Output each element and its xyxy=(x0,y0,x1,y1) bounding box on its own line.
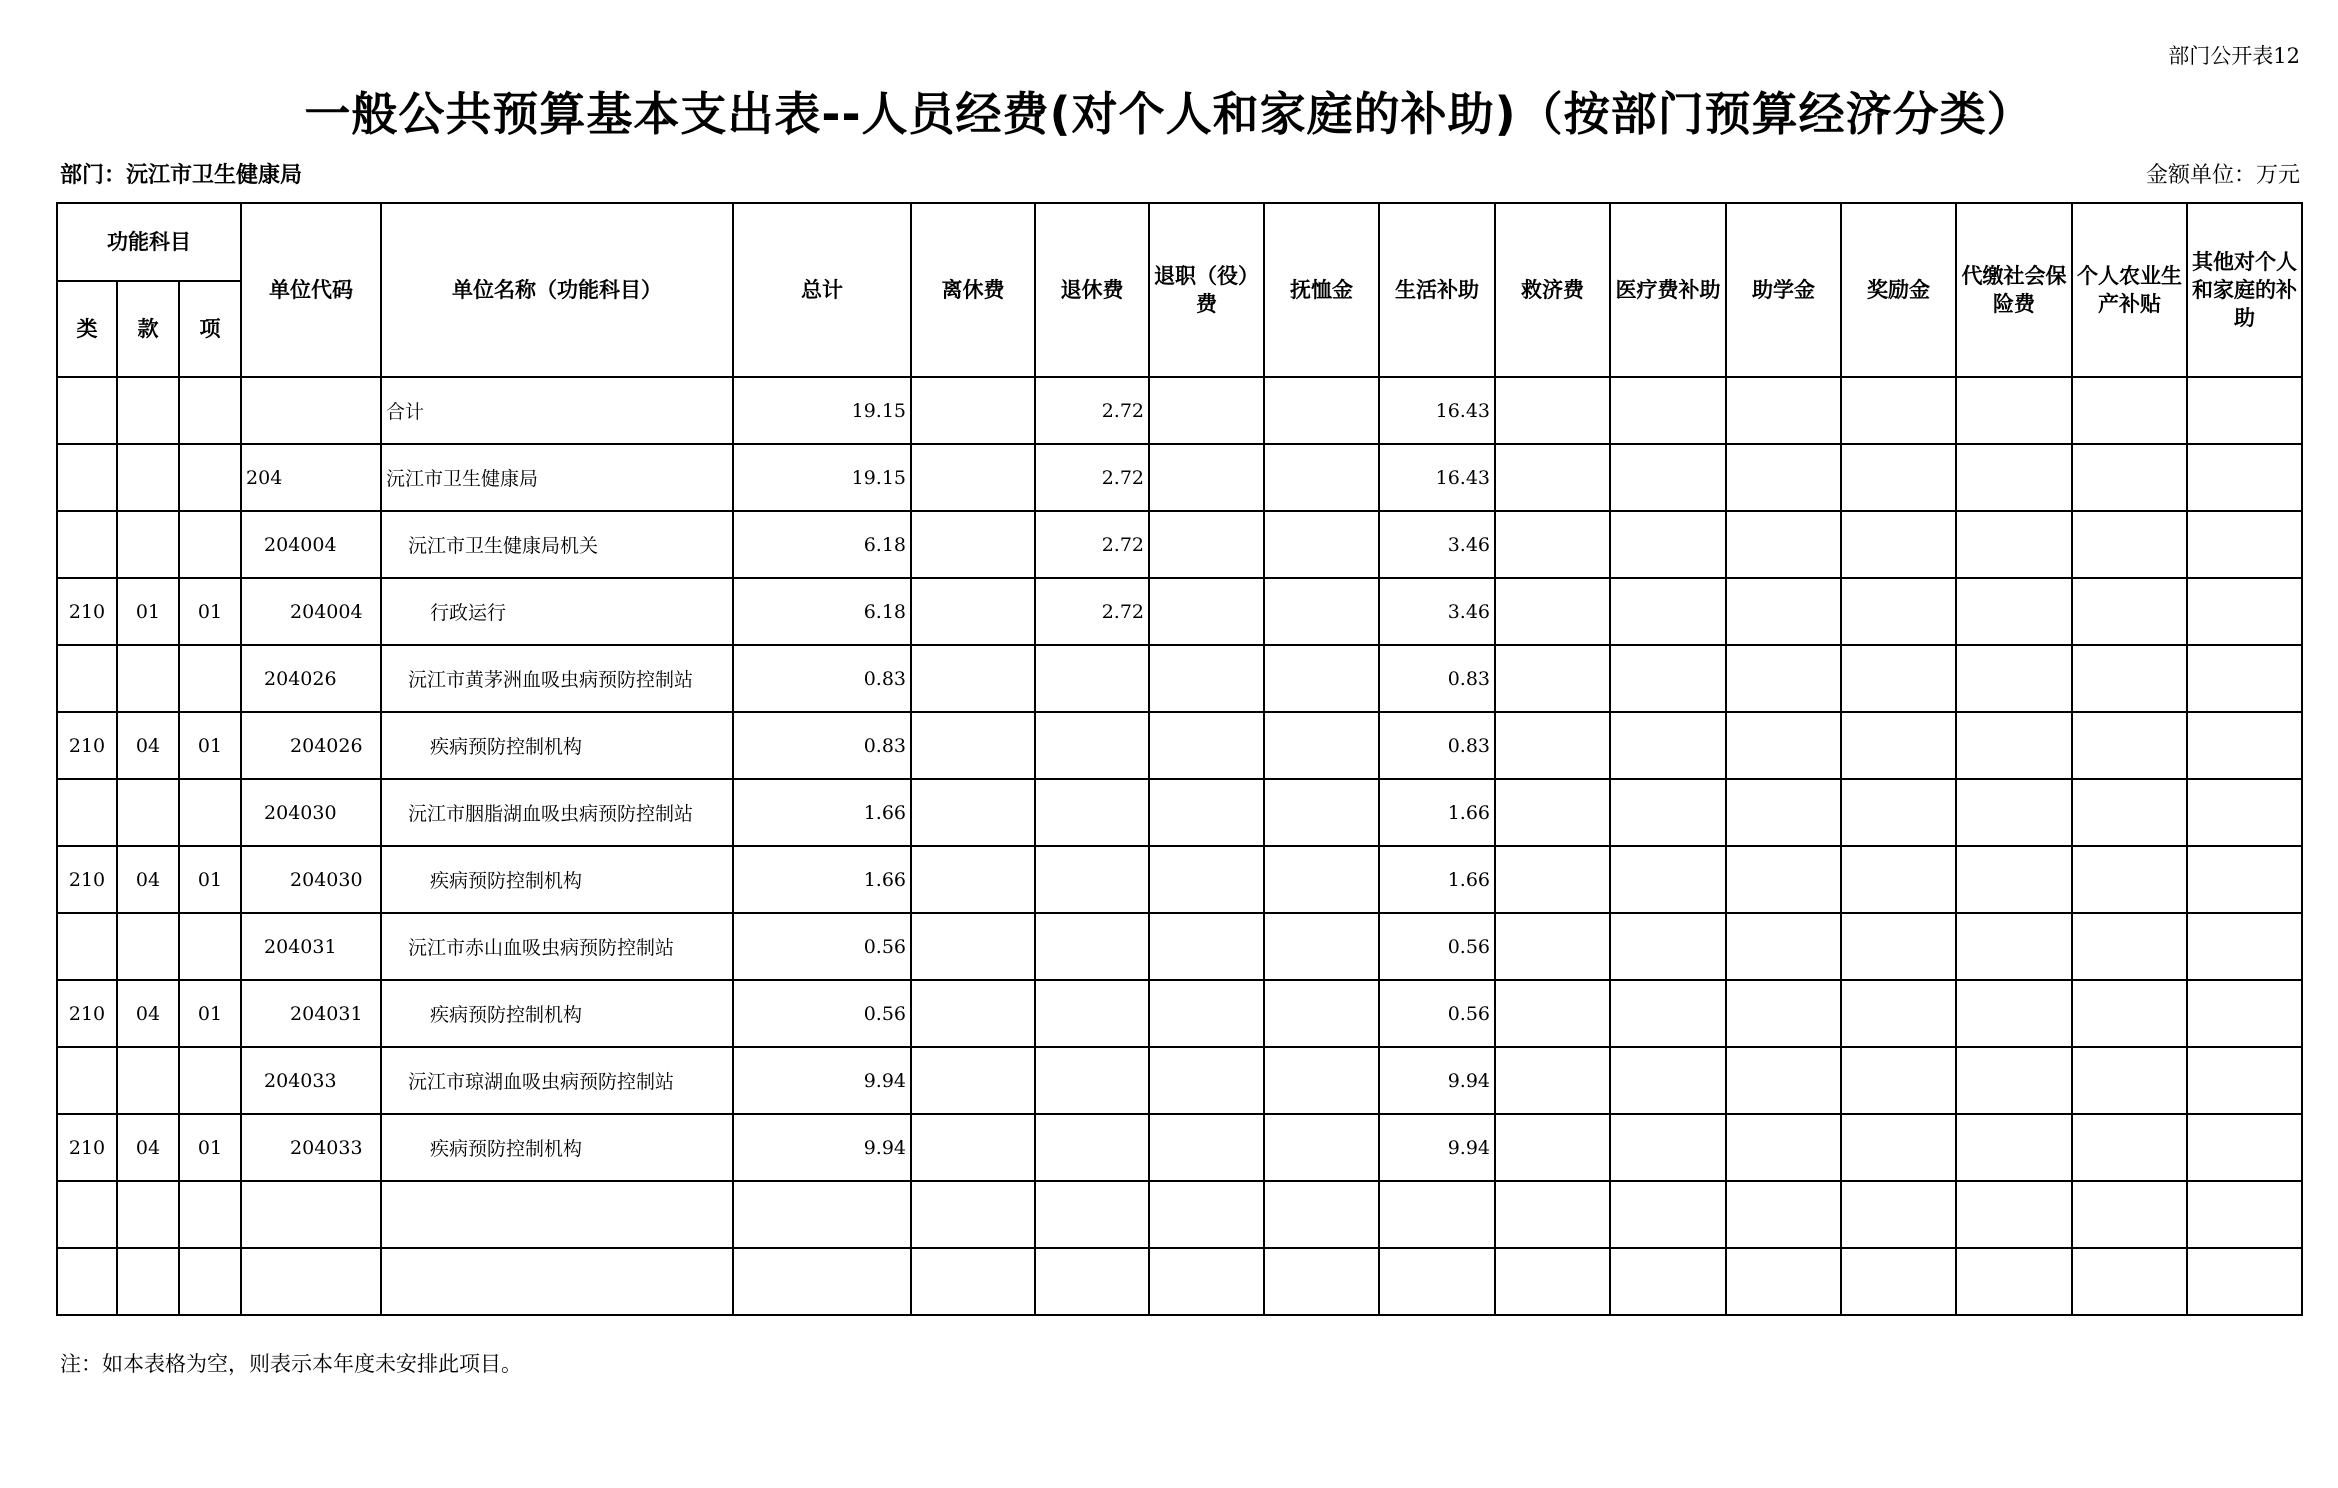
header-xiang: 项 xyxy=(179,281,241,377)
table-row xyxy=(57,712,2302,779)
cell-name: 疾病预防控制机构 xyxy=(381,1114,733,1181)
header-jiangli: 奖励金 xyxy=(1841,203,1956,377)
table-row xyxy=(57,913,2302,980)
cell-xiang: 01 xyxy=(179,712,241,779)
cell-lei: 210 xyxy=(57,846,117,913)
cell-name: 沅江市卫生健康局 xyxy=(381,444,733,511)
header-shenghuo: 生活补助 xyxy=(1379,203,1495,377)
cell-kuan xyxy=(117,377,179,444)
header-nongye: 个人农业生产补贴 xyxy=(2072,203,2187,377)
cell-shenghuo: 0.56 xyxy=(1379,913,1495,980)
cell-name: 合计 xyxy=(381,377,733,444)
cell-lei: 210 xyxy=(57,712,117,779)
cell-kuan xyxy=(117,1047,179,1114)
cell-code: 204031 xyxy=(241,980,381,1047)
cell-kuan: 04 xyxy=(117,980,179,1047)
cell-code: 204004 xyxy=(241,511,381,578)
cell-total: 0.56 xyxy=(733,913,911,980)
cell-kuan: 04 xyxy=(117,846,179,913)
cell-tuixiu xyxy=(1035,779,1149,846)
cell-xiang: 01 xyxy=(179,846,241,913)
cell-tuixiu xyxy=(1035,645,1149,712)
cell-kuan xyxy=(117,511,179,578)
cell-lei xyxy=(57,645,117,712)
cell-kuan xyxy=(117,444,179,511)
table-row xyxy=(57,377,2302,444)
cell-code: 204031 xyxy=(241,913,381,980)
cell-total: 0.83 xyxy=(733,645,911,712)
cell-name: 疾病预防控制机构 xyxy=(381,980,733,1047)
cell-shenghuo: 1.66 xyxy=(1379,846,1495,913)
cell-tuixiu: 2.72 xyxy=(1035,511,1149,578)
cell-lei: 210 xyxy=(57,980,117,1047)
cell-tuixiu xyxy=(1035,913,1149,980)
cell-total: 19.15 xyxy=(733,377,911,444)
cell-lei xyxy=(57,377,117,444)
cell-xiang xyxy=(179,645,241,712)
cell-total: 9.94 xyxy=(733,1047,911,1114)
cell-tuixiu xyxy=(1035,980,1149,1047)
header-lixiu: 离休费 xyxy=(911,203,1035,377)
cell-shenghuo: 3.46 xyxy=(1379,511,1495,578)
table-row xyxy=(57,1114,2302,1181)
cell-xiang xyxy=(179,779,241,846)
cell-code xyxy=(241,377,381,444)
cell-code: 204026 xyxy=(241,645,381,712)
header-unit-code: 单位代码 xyxy=(241,203,381,377)
cell-name: 沅江市黄茅洲血吸虫病预防控制站 xyxy=(381,645,733,712)
cell-xiang xyxy=(179,511,241,578)
table-row xyxy=(57,846,2302,913)
header-tuizhi: 退职（役）费 xyxy=(1149,203,1264,377)
table-row xyxy=(57,779,2302,846)
cell-name: 沅江市琼湖血吸虫病预防控制站 xyxy=(381,1047,733,1114)
cell-total: 1.66 xyxy=(733,846,911,913)
cell-name: 行政运行 xyxy=(381,578,733,645)
cell-lei xyxy=(57,511,117,578)
cell-lei xyxy=(57,913,117,980)
currency-unit-label: 金额单位：万元 xyxy=(2145,163,2300,188)
cell-tuixiu: 2.72 xyxy=(1035,377,1149,444)
table-row xyxy=(57,1181,2302,1248)
cell-kuan: 04 xyxy=(117,712,179,779)
department-label: 部门：沅江市卫生健康局 xyxy=(60,163,303,188)
cell-code: 204030 xyxy=(241,846,381,913)
cell-kuan xyxy=(117,645,179,712)
cell-lei: 210 xyxy=(57,578,117,645)
cell-name: 沅江市胭脂湖血吸虫病预防控制站 xyxy=(381,779,733,846)
header-lei: 类 xyxy=(57,281,117,377)
cell-lei xyxy=(57,1047,117,1114)
cell-xiang: 01 xyxy=(179,980,241,1047)
cell-xiang: 01 xyxy=(179,578,241,645)
cell-code: 204004 xyxy=(241,578,381,645)
table-row xyxy=(57,578,2302,645)
cell-shenghuo: 1.66 xyxy=(1379,779,1495,846)
cell-shenghuo: 0.83 xyxy=(1379,712,1495,779)
cell-code: 204033 xyxy=(241,1114,381,1181)
table-row xyxy=(57,645,2302,712)
cell-total: 0.56 xyxy=(733,980,911,1047)
cell-shenghuo: 0.56 xyxy=(1379,980,1495,1047)
cell-code: 204033 xyxy=(241,1047,381,1114)
cell-lei xyxy=(57,444,117,511)
header-yiliao: 医疗费补助 xyxy=(1610,203,1726,377)
cell-code: 204 xyxy=(241,444,381,511)
cell-shenghuo: 9.94 xyxy=(1379,1114,1495,1181)
cell-total: 9.94 xyxy=(733,1114,911,1181)
cell-shenghuo: 9.94 xyxy=(1379,1047,1495,1114)
cell-name: 疾病预防控制机构 xyxy=(381,712,733,779)
table-row xyxy=(57,444,2302,511)
header-func-subject: 功能科目 xyxy=(57,203,241,281)
cell-tuixiu xyxy=(1035,712,1149,779)
header-zhuxue: 助学金 xyxy=(1726,203,1841,377)
cell-kuan: 01 xyxy=(117,578,179,645)
cell-shenghuo: 0.83 xyxy=(1379,645,1495,712)
header-unit-name: 单位名称（功能科目） xyxy=(381,203,733,377)
cell-total: 19.15 xyxy=(733,444,911,511)
table-row xyxy=(57,511,2302,578)
table-row xyxy=(57,980,2302,1047)
cell-kuan: 04 xyxy=(117,1114,179,1181)
cell-code: 204026 xyxy=(241,712,381,779)
cell-xiang: 01 xyxy=(179,1114,241,1181)
cell-lei xyxy=(57,779,117,846)
cell-shenghuo: 16.43 xyxy=(1379,377,1495,444)
cell-tuixiu: 2.72 xyxy=(1035,578,1149,645)
cell-tuixiu: 2.72 xyxy=(1035,444,1149,511)
cell-name: 沅江市赤山血吸虫病预防控制站 xyxy=(381,913,733,980)
header-shebao: 代缴社会保险费 xyxy=(1956,203,2072,377)
header-total: 总计 xyxy=(733,203,911,377)
cell-shenghuo: 16.43 xyxy=(1379,444,1495,511)
cell-tuixiu xyxy=(1035,846,1149,913)
cell-kuan xyxy=(117,913,179,980)
cell-kuan xyxy=(117,779,179,846)
budget-table xyxy=(56,202,2303,1316)
cell-total: 1.66 xyxy=(733,779,911,846)
page-title: 一般公共预算基本支出表--人员经费(对个人和家庭的补助)（按部门预算经济分类） xyxy=(304,87,2034,141)
cell-name: 疾病预防控制机构 xyxy=(381,846,733,913)
form-number: 部门公开表12 xyxy=(2168,44,2300,68)
header-kuan: 款 xyxy=(117,281,179,377)
cell-code: 204030 xyxy=(241,779,381,846)
table-row xyxy=(57,1248,2302,1315)
header-jiuji: 救济费 xyxy=(1495,203,1610,377)
cell-tuixiu xyxy=(1035,1114,1149,1181)
cell-name: 沅江市卫生健康局机关 xyxy=(381,511,733,578)
cell-total: 0.83 xyxy=(733,712,911,779)
header-tuixiu: 退休费 xyxy=(1035,203,1149,377)
header-qita: 其他对个人和家庭的补助 xyxy=(2187,203,2302,377)
table-row xyxy=(57,1047,2302,1114)
cell-xiang xyxy=(179,1047,241,1114)
cell-lei: 210 xyxy=(57,1114,117,1181)
cell-total: 6.18 xyxy=(733,578,911,645)
header-fuxu: 抚恤金 xyxy=(1264,203,1379,377)
cell-xiang xyxy=(179,913,241,980)
cell-shenghuo: 3.46 xyxy=(1379,578,1495,645)
cell-tuixiu xyxy=(1035,1047,1149,1114)
cell-xiang xyxy=(179,377,241,444)
footnote: 注：如本表格为空，则表示本年度未安排此项目。 xyxy=(60,1352,522,1376)
cell-xiang xyxy=(179,444,241,511)
cell-total: 6.18 xyxy=(733,511,911,578)
